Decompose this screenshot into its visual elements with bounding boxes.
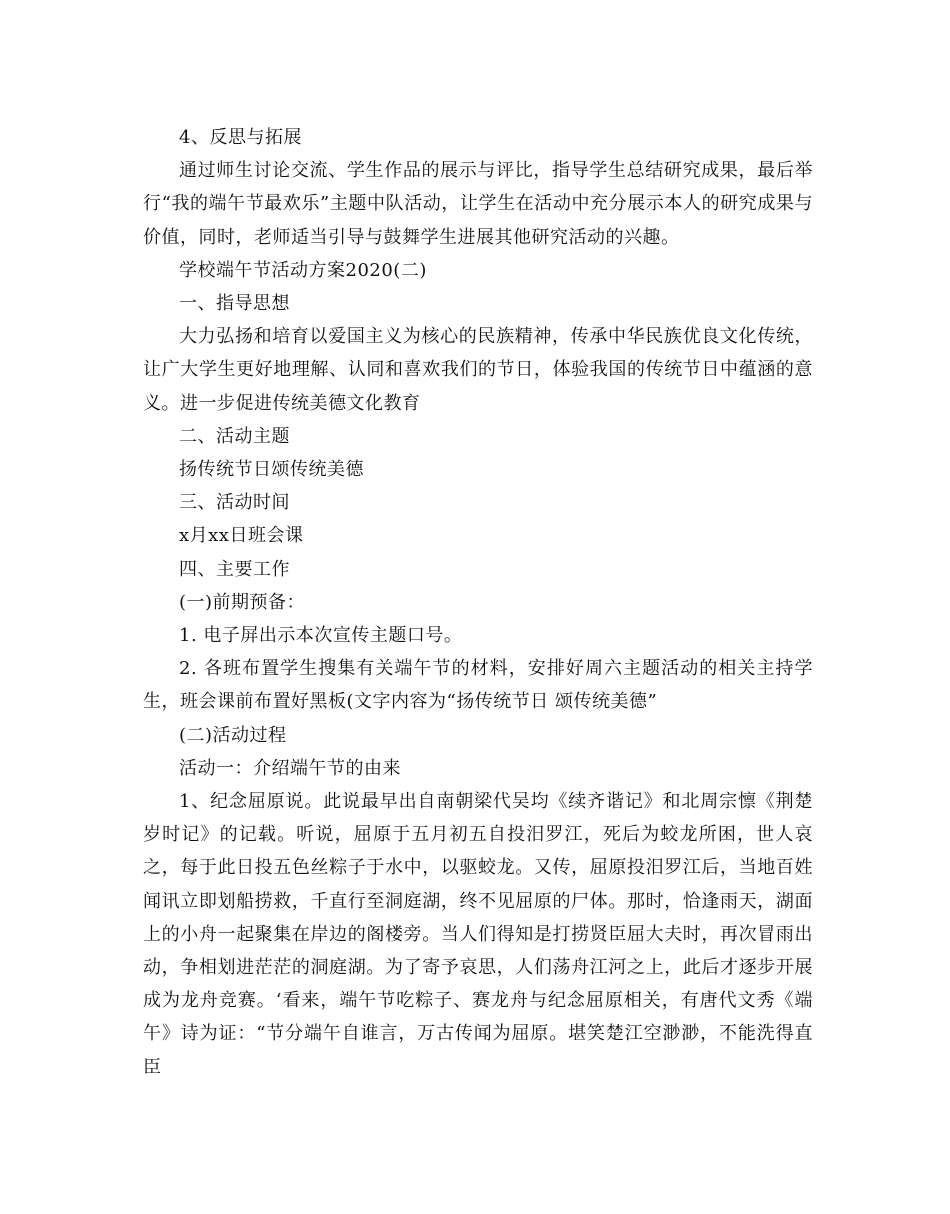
list-item-1: 1. 电子屏出示本次宣传主题口号。 [179,625,463,647]
paragraph-reflection-body: 通过师生讨论交流、学生作品的展示与评比，指导学生总结研究成果，最后举行“我的端午节最欢乐”主题中队活动，让学生在活动中充分展示本人的研究成果与价值，同时，老师适当引导与鼓舞学生进展其他研究活动的兴趣。 [143,160,813,248]
section-heading-time: 三、活动时间 [179,492,290,514]
section-heading-main-work: 四、主要工作 [179,558,290,580]
section-heading-guiding-thought: 一、指导思想 [179,293,290,315]
section-heading-theme: 二、活动主题 [179,425,290,447]
plan-title: 学校端午节活动方案2020(二) [179,259,427,281]
paragraph-time: x月xx日班会课 [179,525,304,547]
subheading-activity-process: (二)活动过程 [179,724,287,746]
list-item-2: 2. 各班布置学生搜集有关端午节的材料，安排好周六主题活动的相关主持学生，班会课前布置好黑板(文字内容为“扬传统节日 颂传统美德” [143,658,813,713]
subheading-preparation: (一)前期预备： [179,591,306,613]
paragraph-qu-yuan-legend: 1、纪念屈原说。此说最早出自南朝梁代吴均《续齐谐记》和北周宗懔《荆楚岁时记》的记载。听说，屈原于五月初五自投汨罗江，死后为蛟龙所困，世人哀之，每于此日投五色丝粽子于水中，以驱蛟龙。又传，屈原投汨罗江后，当地百姓闻讯立即划船捞救，千直行至洞庭湖，终不见屈原的尸体。那时，恰逢雨天，湖面上的小舟一起聚集在岸边的阁楼旁。当人们得知是打捞贤臣屈大夫时，再次冒雨出动，争相划进茫茫的洞庭湖。为了寄予哀思，人们荡舟江河之上，此后才逐步开展成为龙舟竞赛。‘看来，端午节吃粽子、赛龙舟与纪念屈原相关，有唐代文秀《端午》诗为证：“节分端午自谁言，万古传闻为屈原。堪笑楚江空渺渺，不能洗得直臣 [143,791,813,1078]
activity-one-heading: 活动一：介绍端午节的由来 [179,757,401,779]
paragraph-theme: 扬传统节日颂传统美德 [179,459,364,481]
paragraph-guiding-thought: 大力弘扬和培育以爱国主义为核心的民族精神，传承中华民族优良文化传统，让广大学生更好地理解、认同和喜欢我们的节日，体验我国的传统节日中蕴涵的意义。进一步促进传统美德文化教育 [143,326,813,414]
document-body [143,121,813,1084]
section-heading-reflection: 4、反思与拓展 [179,127,302,148]
